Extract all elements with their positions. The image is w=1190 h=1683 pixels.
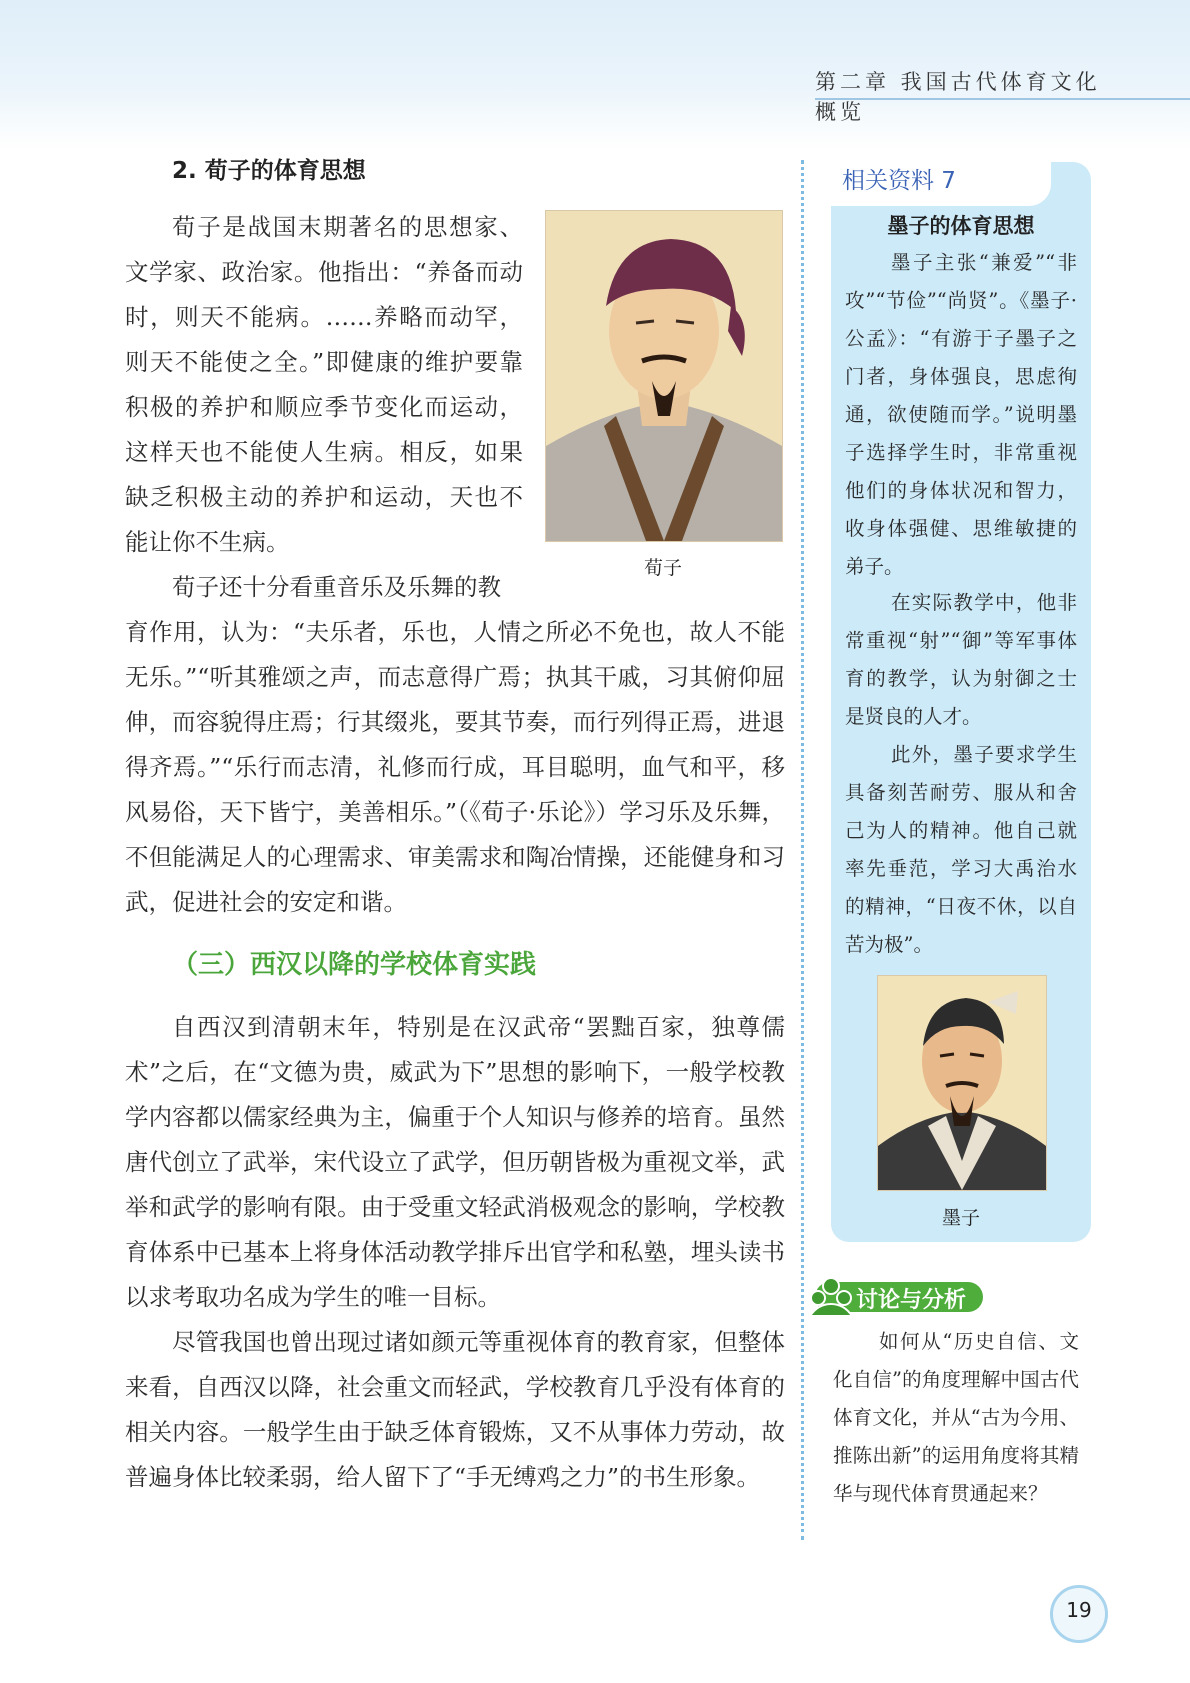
discussion-people-icon: [808, 1274, 854, 1322]
header-rule: [815, 98, 1190, 100]
mozi-portrait-illustration: [878, 976, 1046, 1190]
discussion-label: 讨论与分析: [856, 1288, 967, 1313]
xihan-paragraph-1: 自西汉到清朝末年，特别是在汉武帝“罢黜百家，独尊儒术”之后，在“文德为贵，威武为下”思想的影响下，一般学校教学内容都以儒家经典为主，偏重于个人知识与修养的培育。虽然唐代创立了武举，宋代设立了武学，但历朝皆极为重视文举，武举和武学的影响有限。由于受重文轻武消极观念的影响，学校教育体系中已基本上将身体活动教学排斥出官学和私塾，埋头读书以求考取功名成为学生的唯一目标。: [125, 1013, 785, 1311]
xihan-paragraph-2: 尽管我国也曾出现过诸如颜元等重视体育的教育家，但整体来看，自西汉以降，社会重文而轻武，学校教育几乎没有体育的相关内容。一般学生由于缺乏体育锻炼，又不从事体力劳动，故普遍身体比较柔弱，给人留下了“手无缚鸡之力”的书生形象。: [125, 1328, 785, 1491]
mozi-section-title: 墨子的体育思想: [887, 214, 1035, 238]
chapter-title: 第二章 我国古代体育文化概览: [815, 70, 1101, 124]
mozi-paragraph-2: 在实际教学中，他非常重视“射”“御”等军事体育的教学，认为射御之士是贤良的人才。: [845, 591, 1077, 728]
mozi-paragraph-1: 墨子主张“兼爱”“非攻”“节俭”“尚贤”。《墨子·公孟》：“有游于子墨子之门者，身体强良，思虑徇通，欲使随而学。”说明墨子选择学生时，非常重视他们的身体状况和智力，收身体强健、思维敏捷的弟子。: [845, 251, 1077, 578]
mozi-portrait-caption: 墨子: [941, 1207, 980, 1229]
page-number: 19: [1066, 1598, 1092, 1622]
xunzi-intro-block: [125, 205, 523, 610]
mozi-paragraph-3: 此外，墨子要求学生具备刻苦耐劳、服从和舍己为人的精神。他自己就率先垂范，学习大禹治水的精神，“日夜不休，以自苦为极”。: [845, 743, 1077, 956]
xunzi-paragraph-2-rest: 育作用，认为：“夫乐者，乐也，人情之所必不免也，故人不能无乐。”“听其雅颂之声，而志意得广焉；执其干戚，习其俯仰屈伸，而容貌得庄焉；行其缀兆，要其节奏，而行列得正焉，进退得齐焉。”“乐行而志清，礼修而行成，耳目聪明，血气和平，移风易俗，天下皆宁，美善相乐。”（《荀子·乐论》）学习乐及乐舞，不但能满足人的心理需求、审美需求和陶冶情操，还能健身和习武，促进社会的安定和谐。: [125, 618, 785, 916]
section-heading-xunzi: 2. 荀子的体育思想: [172, 158, 366, 184]
mozi-portrait: [877, 975, 1047, 1191]
xunzi-portrait-caption: 荀子: [643, 557, 682, 579]
xihan-block: [125, 1005, 785, 1500]
column-divider: [801, 160, 804, 1540]
xunzi-paragraph-2-start: 荀子还十分看重音乐及乐舞的教: [172, 573, 501, 601]
xunzi-music-block: [125, 610, 785, 925]
section-heading-xihan: （三）西汉以降的学校体育实践: [172, 950, 537, 980]
xunzi-portrait: [545, 210, 783, 542]
xunzi-portrait-illustration: [546, 211, 782, 541]
discussion-text: 如何从“历史自信、文化自信”的角度理解中国古代体育文化，并从“古为今用、推陈出新”的运用角度将其精华与现代体育贯通起来？: [833, 1330, 1079, 1505]
xunzi-paragraph-1: 荀子是战国末期著名的思想家、文学家、政治家。他指出：“养备而动时，则天不能病。……养略而动罕，则天不能使之全。”即健康的维护要靠积极的养护和顺应季节变化而运动，这样天也不能使人生病。相反，如果缺乏积极主动的养护和运动，天也不能让你不生病。: [125, 213, 523, 556]
related-material-tab-label: 相关资料 7: [842, 168, 956, 194]
